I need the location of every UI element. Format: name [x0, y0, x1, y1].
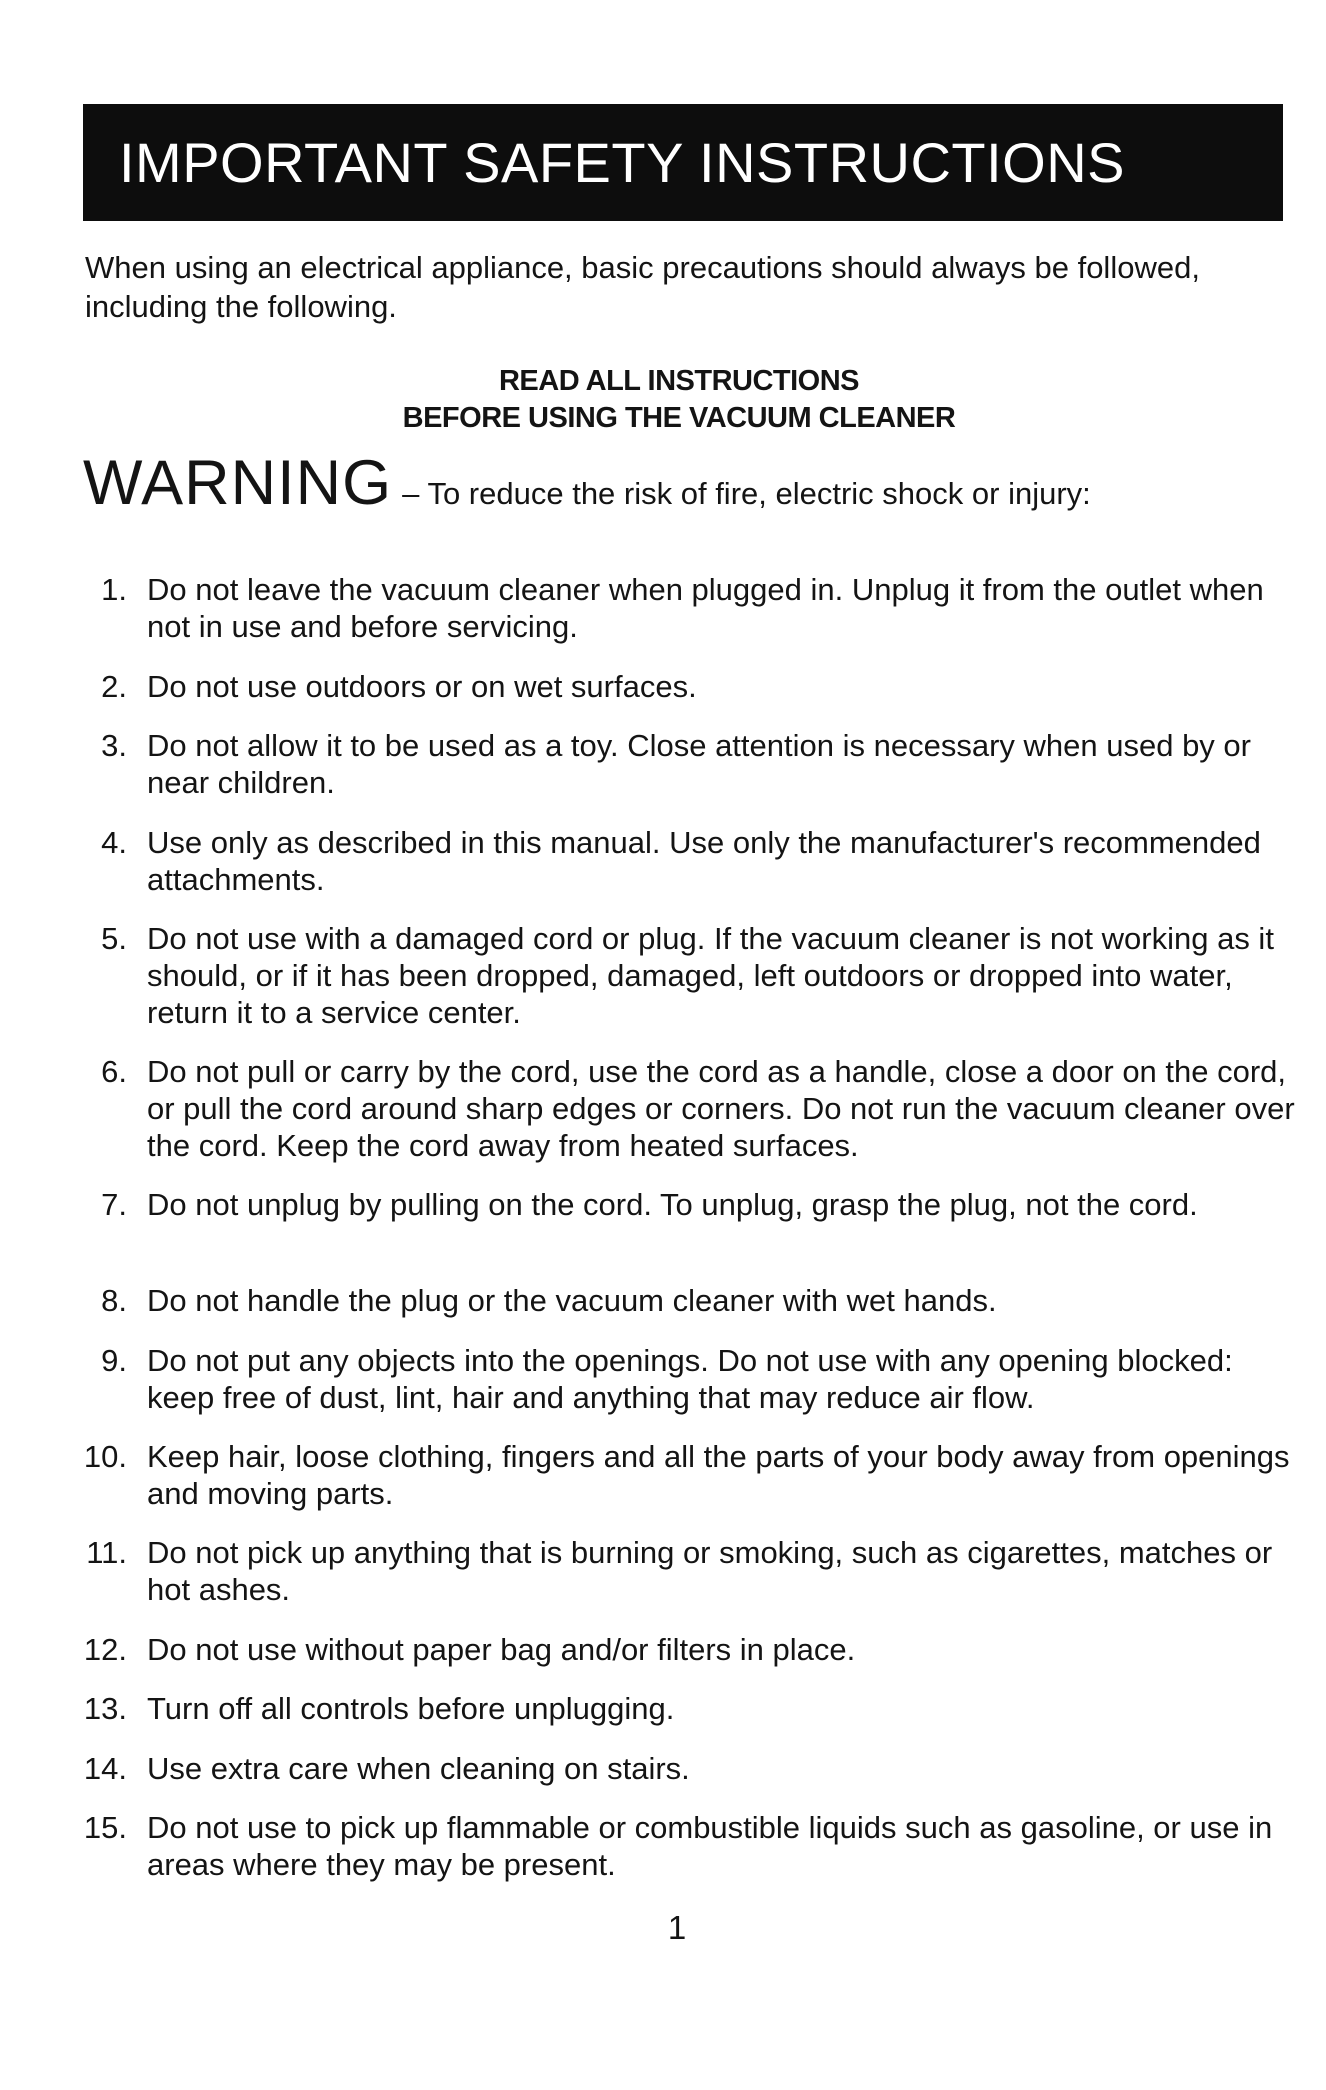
warning-line [83, 448, 1283, 518]
item-text: Do not unplug by pulling on the cord. To unplug, grasp the plug, not the cord. [147, 1187, 1198, 1222]
intro-paragraph: When using an electrical appliance, basic precautions should always be followed, including the following. [85, 250, 1200, 324]
item-text: Do not use without paper bag and/or filters in place. [147, 1632, 856, 1667]
subheading-read-all: READ ALL INSTRUCTIONS [498, 365, 860, 397]
page-number: 1 [667, 1909, 687, 1946]
item-text: Use extra care when cleaning on stairs. [147, 1751, 690, 1786]
item-text: Do not pull or carry by the cord, use the cord as a handle, close a door on the cord, or pull the cord around sharp edges or corners. Do not run the vacuum cleaner over the cord. Keep the cord away from heated surfaces. [147, 1054, 1295, 1163]
item-number: 4. [101, 825, 127, 860]
item-text: Do not handle the plug or the vacuum cleaner with wet hands. [147, 1283, 997, 1318]
item-number: 14. [83, 1751, 127, 1786]
item-number: 6. [101, 1054, 127, 1089]
item-text: Do not use with a damaged cord or plug. If the vacuum cleaner is not working as it should, or if it has been dropped, damaged, left outdoors or dropped into water, return it to a service center. [147, 921, 1274, 1030]
item-text: Keep hair, loose clothing, fingers and all the parts of your body away from openings and moving parts. [147, 1439, 1290, 1511]
item-text: Turn off all controls before unplugging. [147, 1691, 675, 1726]
warning-text: – To reduce the risk of fire, electric shock or injury: [402, 476, 1091, 511]
item-text: Do not allow it to be used as a toy. Close attention is necessary when used by or near children. [147, 728, 1251, 800]
item-number: 15. [83, 1810, 127, 1845]
item-text: Do not pick up anything that is burning or smoking, such as cigarettes, matches or hot ashes. [147, 1535, 1273, 1607]
item-number: 1. [101, 572, 127, 607]
item-text: Do not put any objects into the openings. Do not use with any opening blocked: keep free of dust, lint, hair and anything that may reduce air flow. [147, 1343, 1233, 1415]
item-number: 7. [101, 1187, 127, 1222]
page-title: IMPORTANT SAFETY INSTRUCTIONS [83, 104, 1283, 221]
item-number: 2. [101, 669, 127, 704]
item-number: 9. [101, 1343, 127, 1378]
item-text: Use only as described in this manual. Use only the manufacturer's recommended attachments. [147, 825, 1261, 897]
item-text: Do not leave the vacuum cleaner when plugged in. Unplug it from the outlet when not in use and before servicing. [147, 572, 1264, 644]
item-number: 13. [83, 1691, 127, 1726]
subheading-before-using: BEFORE USING THE VACUUM CLEANER [402, 402, 956, 434]
item-number: 10. [83, 1439, 127, 1474]
item-number: 11. [86, 1535, 127, 1570]
item-number: 8. [101, 1283, 127, 1318]
item-text: Do not use outdoors or on wet surfaces. [147, 669, 697, 704]
item-text: Do not use to pick up flammable or combustible liquids such as gasoline, or use in areas where they may be present. [147, 1810, 1273, 1882]
warning-word: WARNING [83, 448, 393, 518]
item-number: 5. [101, 921, 127, 956]
item-number: 12. [83, 1632, 127, 1667]
item-number: 3. [101, 728, 127, 763]
